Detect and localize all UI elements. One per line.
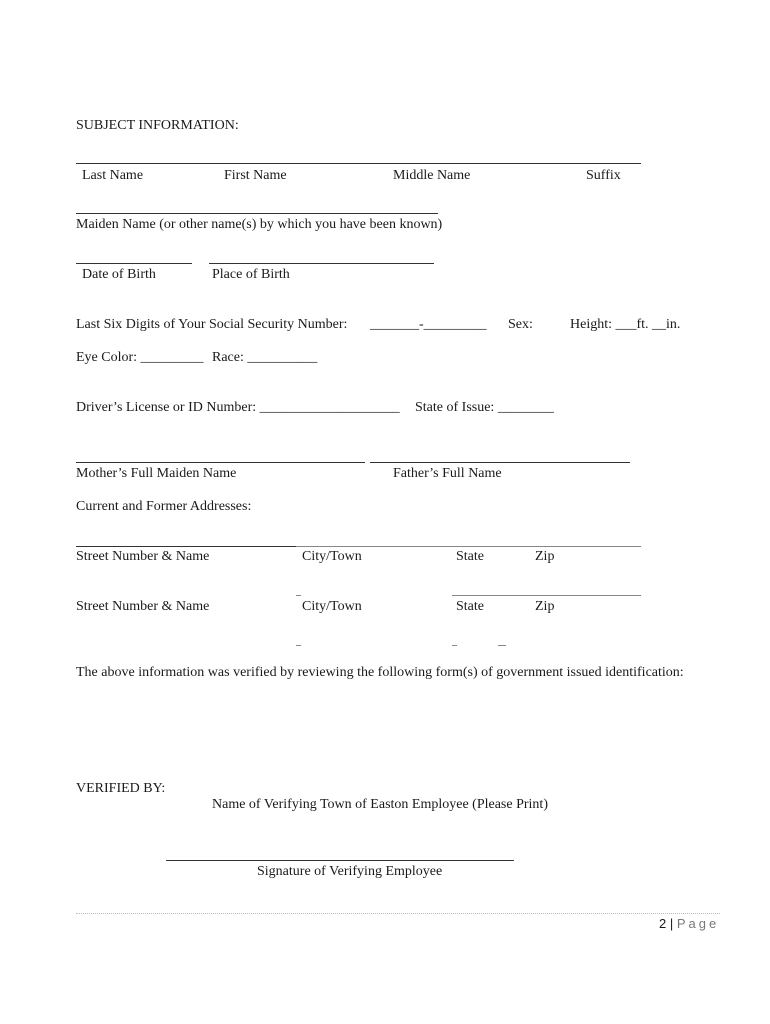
verified-by-label: VERIFIED BY: [76,781,166,796]
race-field[interactable]: Race: __________ [212,350,318,365]
zip-label-1: Zip [535,549,555,564]
zip-label-2: Zip [535,599,555,614]
state-label-2: State [456,599,484,614]
height-field[interactable]: Height: ___ft. __in. [570,317,681,332]
page-footer [659,916,719,932]
street-label-1: Street Number & Name [76,549,210,564]
city-label-2: City/Town [302,599,362,614]
full-name-line[interactable] [76,163,641,164]
page-word: Page [676,916,720,931]
signature-line[interactable] [166,860,514,861]
sex-label: Sex: [508,317,533,332]
dob-line[interactable] [76,263,192,264]
verification-statement: The above information was verified by reviewing the following form(s) of government issued identification: [76,665,684,680]
city-line-2-tick [296,595,301,596]
eye-color-field[interactable]: Eye Color: _________ [76,350,204,365]
city-tick-3 [296,645,301,646]
pob-line[interactable] [209,263,434,264]
middle-name-label: Middle Name [393,168,471,183]
last-name-label: Last Name [82,168,144,183]
father-name-label: Father’s Full Name [393,466,502,481]
mother-name-label: Mother’s Full Maiden Name [76,466,237,481]
ssn-field[interactable]: _______-_________ [370,317,487,332]
footer-divider [76,913,720,914]
father-name-line[interactable] [370,462,630,463]
city-label-1: City/Town [302,549,362,564]
maiden-name-line[interactable] [76,213,438,214]
ssn-label: Last Six Digits of Your Social Security Number: [76,317,348,332]
city-state-zip-line-1[interactable] [296,546,641,547]
signature-label: Signature of Verifying Employee [257,864,443,879]
section-title: SUBJECT INFORMATION: [76,118,239,133]
mother-name-line[interactable] [76,462,365,463]
state-zip-line-2[interactable] [452,595,641,596]
pob-label: Place of Birth [212,267,290,282]
state-label-1: State [456,549,484,564]
first-name-label: First Name [224,168,287,183]
page-separator: | [669,916,674,931]
addresses-label: Current and Former Addresses: [76,499,252,514]
page-number: 2 [659,916,667,931]
state-of-issue-field[interactable]: State of Issue: ________ [415,400,554,415]
suffix-label: Suffix [586,168,621,183]
dob-label: Date of Birth [82,267,156,282]
street-label-2: Street Number & Name [76,599,210,614]
employee-name-label: Name of Verifying Town of Easton Employee (Please Print) [212,797,548,812]
license-number-field[interactable]: Driver’s License or ID Number: ____________________ [76,400,400,415]
maiden-name-label: Maiden Name (or other name(s) by which you have been known) [76,217,443,232]
zip-tick-3 [498,645,506,646]
state-tick-3 [452,645,457,646]
